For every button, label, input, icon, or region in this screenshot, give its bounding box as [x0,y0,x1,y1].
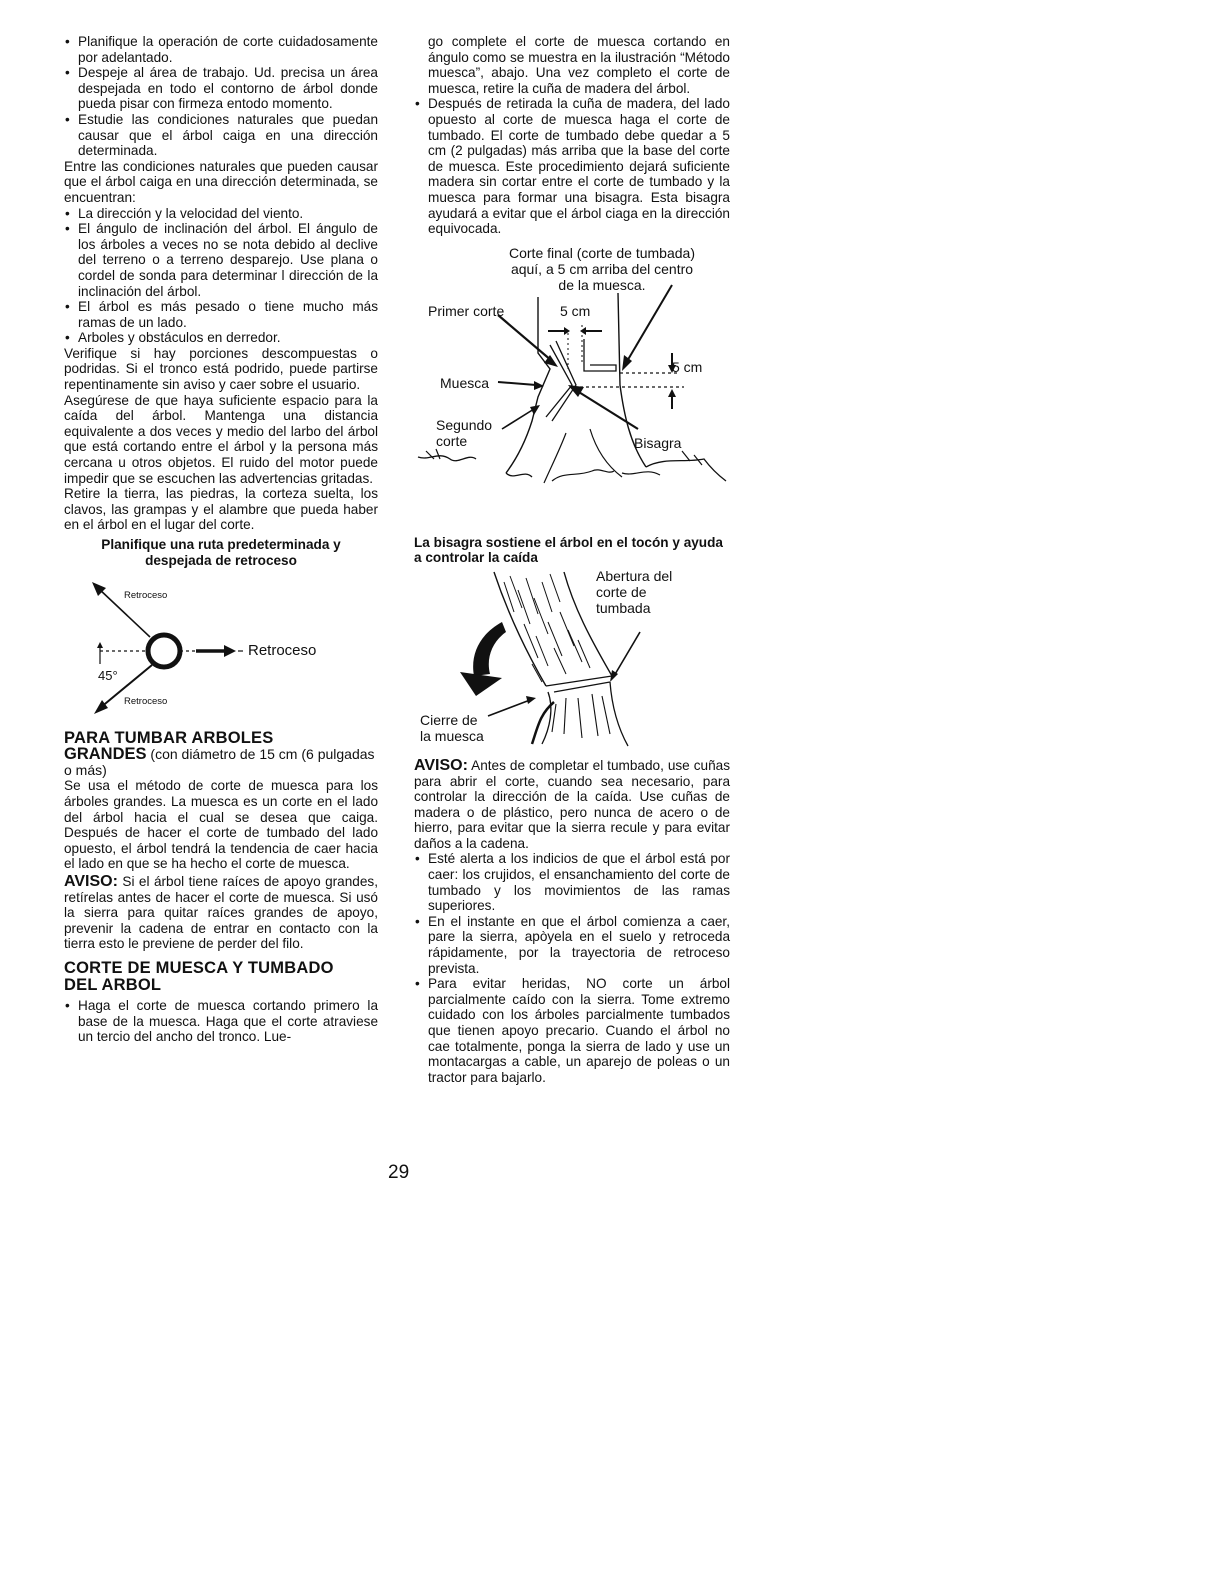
bullet-list-planning [64,34,378,159]
list-item: • Para evitar heridas, NO corte un árbol parcialmente caído con la sierra. Tome extremo cuidado con los árboles parcialmente tumbados que tienen apoyo precario. Cuando el árbol no cae totalmente, ponga la sierra de lado y use un montacargas a cable, un aparejo de poleas o un tractor para bajarlo. [414,976,730,1085]
hinge-figure [414,568,730,750]
section-large-trees [64,730,378,778]
paragraph-aviso-roots: AVISO: Si el árbol tiene raíces de apoyo grandes, retírelas antes de hacer el corte de muesca. Si usó la sierra para quitar raíces grandes de apoyo, prevenir la cadena de entrar en contacto con la tierra esto le previene de perder del filo. [64,872,378,952]
list-item: • Estudie las condiciones naturales que puedan causar que el árbol caiga en una dirección determinada. [64,112,378,159]
aviso-label: AVISO: [64,872,118,890]
notch-height-label: 5 cm [672,358,703,375]
paragraph-remove-debris: Retire la tierra, las piedras, la corteza suelta, los clavos, las grampas y el alambre que pueda haber en el árbol en el lugar del corte. [64,486,378,533]
notch-label: Muesca [440,374,490,391]
left-column [64,34,378,1045]
list-item: • Despeje al área de trabajo. Ud. precisa un área despejada en todo el contorno de árbol donde pueda pisar con firmeza entodo momento. [64,65,378,112]
paragraph-notch-continued: go complete el corte de muesca cortando en ángulo como se muestra en la ilustración “Método muesca”, abajo. Una vez completo el corte de muesca, retire la cuña de madera del árbol. [428,34,730,96]
diameter-note: (con diámetro de 15 cm (6 pulgadas o más) [64,746,375,778]
list-item: • Esté alerta a los indicios de que el árbol está por caer: los crujidos, el ensanchamiento del corte de tumbado y los movimientos de las ramas superiores. [414,851,730,913]
list-item: • Después de retirada la cuña de madera, del lado opuesto al corte de muesca haga el corte de tumbado. El corte de tumbado debe quedar a 5 cm (2 pulgadas) más arriba que la base del corte de muesca. Este procedimiento dejará suficiente madera sin cortar entre el corte de tumbado y la muesca para formar una bisagra. Esta bisagra ayudará a evitar que el árbol ciaga en la dirección equivocada. [414,96,730,236]
second-cut-label: Segundo corte [436,416,493,449]
bullet-list-falling [414,851,730,1085]
paragraph-space: Asegúrese de que haya suficiente espacio para la caída del árbol. Mantenga una distancia equivalente a dos veces y medio del larbo del árbol que está cortando entre el árbol y la persona más cercana u otros objetos. El ruido del motor puede impedir que se escuchen las advertencias gritadas. [64,392,378,486]
notch-method-figure [414,245,730,515]
paragraph-aviso-wedges: AVISO: Antes de completar el tumbado, use cuñas para abrir el corte, cuando sea necesario, para controlar la dirección de la caída. Use cuñas de madera o de plástico, pero nunca de acero o de hierro, para evitar que la sierra recule y para evitar daños a la cadena. [414,756,730,851]
list-item: • En el instante en que el árbol comienza a caer, pare la sierra, apòyela en el suelo y retroceda rápidamente, por la trayectoria de retroceso prevista. [414,914,730,976]
section-heading-large-trees: PARA TUMBAR ARBOLES [64,729,274,748]
retreat-caption: Planifique una ruta predeterminada y despejada de retroceso [101,537,341,568]
bullet-list-notch [64,998,378,1045]
list-item: • Haga el corte de muesca cortando primero la base de la muesca. Haga que el corte atraviese un tercio del ancho del tronco. Lue- [64,998,378,1045]
aviso-label: AVISO: [414,756,468,774]
retreat-path-figure [64,570,378,720]
section-heading-notch: CORTE DE MUESCA Y TUMBADO DEL ARBOL [64,958,334,994]
section-heading-large-trees-cont: GRANDES [64,745,147,764]
hinge-caption: La bisagra sostiene el árbol en el tocón y ayuda a controlar la caída [414,534,723,566]
notch-width-label: 5 cm [560,302,591,319]
retreat-label-bottom: Retroceso [124,696,168,708]
retreat-path-diagram [64,570,378,720]
list-item: • La dirección y la velocidad del viento. [64,206,378,222]
angle-label: 45° [98,668,118,684]
notch-closing-label: Cierre de la muesca [420,711,484,744]
list-item: • El árbol es más pesado o tiene mucho más ramas de un lado. [64,299,378,330]
paragraph-natural-conditions: Entre las condiciones naturales que pueden causar que el árbol caiga en una dirección determinada, se encuentran: [64,158,378,205]
paragraph-verify-rot: Verifique si hay porciones descompuestas o podridas. Si el tronco está podrido, puede partirse repentinamente sin aviso y caer sobre el usuario. [64,345,378,393]
retreat-label-right: Retroceso [248,642,317,660]
paragraph-notch-method: Se usa el método de corte de muesca para los árboles grandes. La muesca es un corte en el lado del árbol hacia el cual se desea que caiga. Después de hacer el corte de tumbado del lado opuesto, el árbol tendrá la tendencia de caer hacia el lado en que se ha hecho el corte de muesca. [64,778,378,872]
felling-opening-label: Abertura del corte de tumbada [596,567,673,616]
first-cut-label: Primer corte [428,302,505,319]
retreat-label-top: Retroceso [124,590,168,602]
bullet-list-felling [414,96,730,236]
final-cut-label: Corte final (corte de tumbada) aquí, a 5 cm arriba del centro de la muesca. [509,244,695,293]
tree-circle-icon [148,635,180,667]
list-item: • El ángulo de inclinación del árbol. El ángulo de los árboles a veces no se nota debido al declive del terreno o a terreno desparejo. Use plana o cordel de sonda para determinar l dirección de la inclinación del árbol. [64,221,378,299]
list-item: • Planifique la operación de corte cuidadosamente por adelantado. [64,34,378,65]
right-column [414,34,730,1085]
list-item: • Arboles y obstáculos en derredor. [64,330,378,346]
page-number: 29 [388,1162,410,1183]
hinge-label: Bisagra [634,434,682,451]
bullet-list-natural-conditions [64,206,378,346]
